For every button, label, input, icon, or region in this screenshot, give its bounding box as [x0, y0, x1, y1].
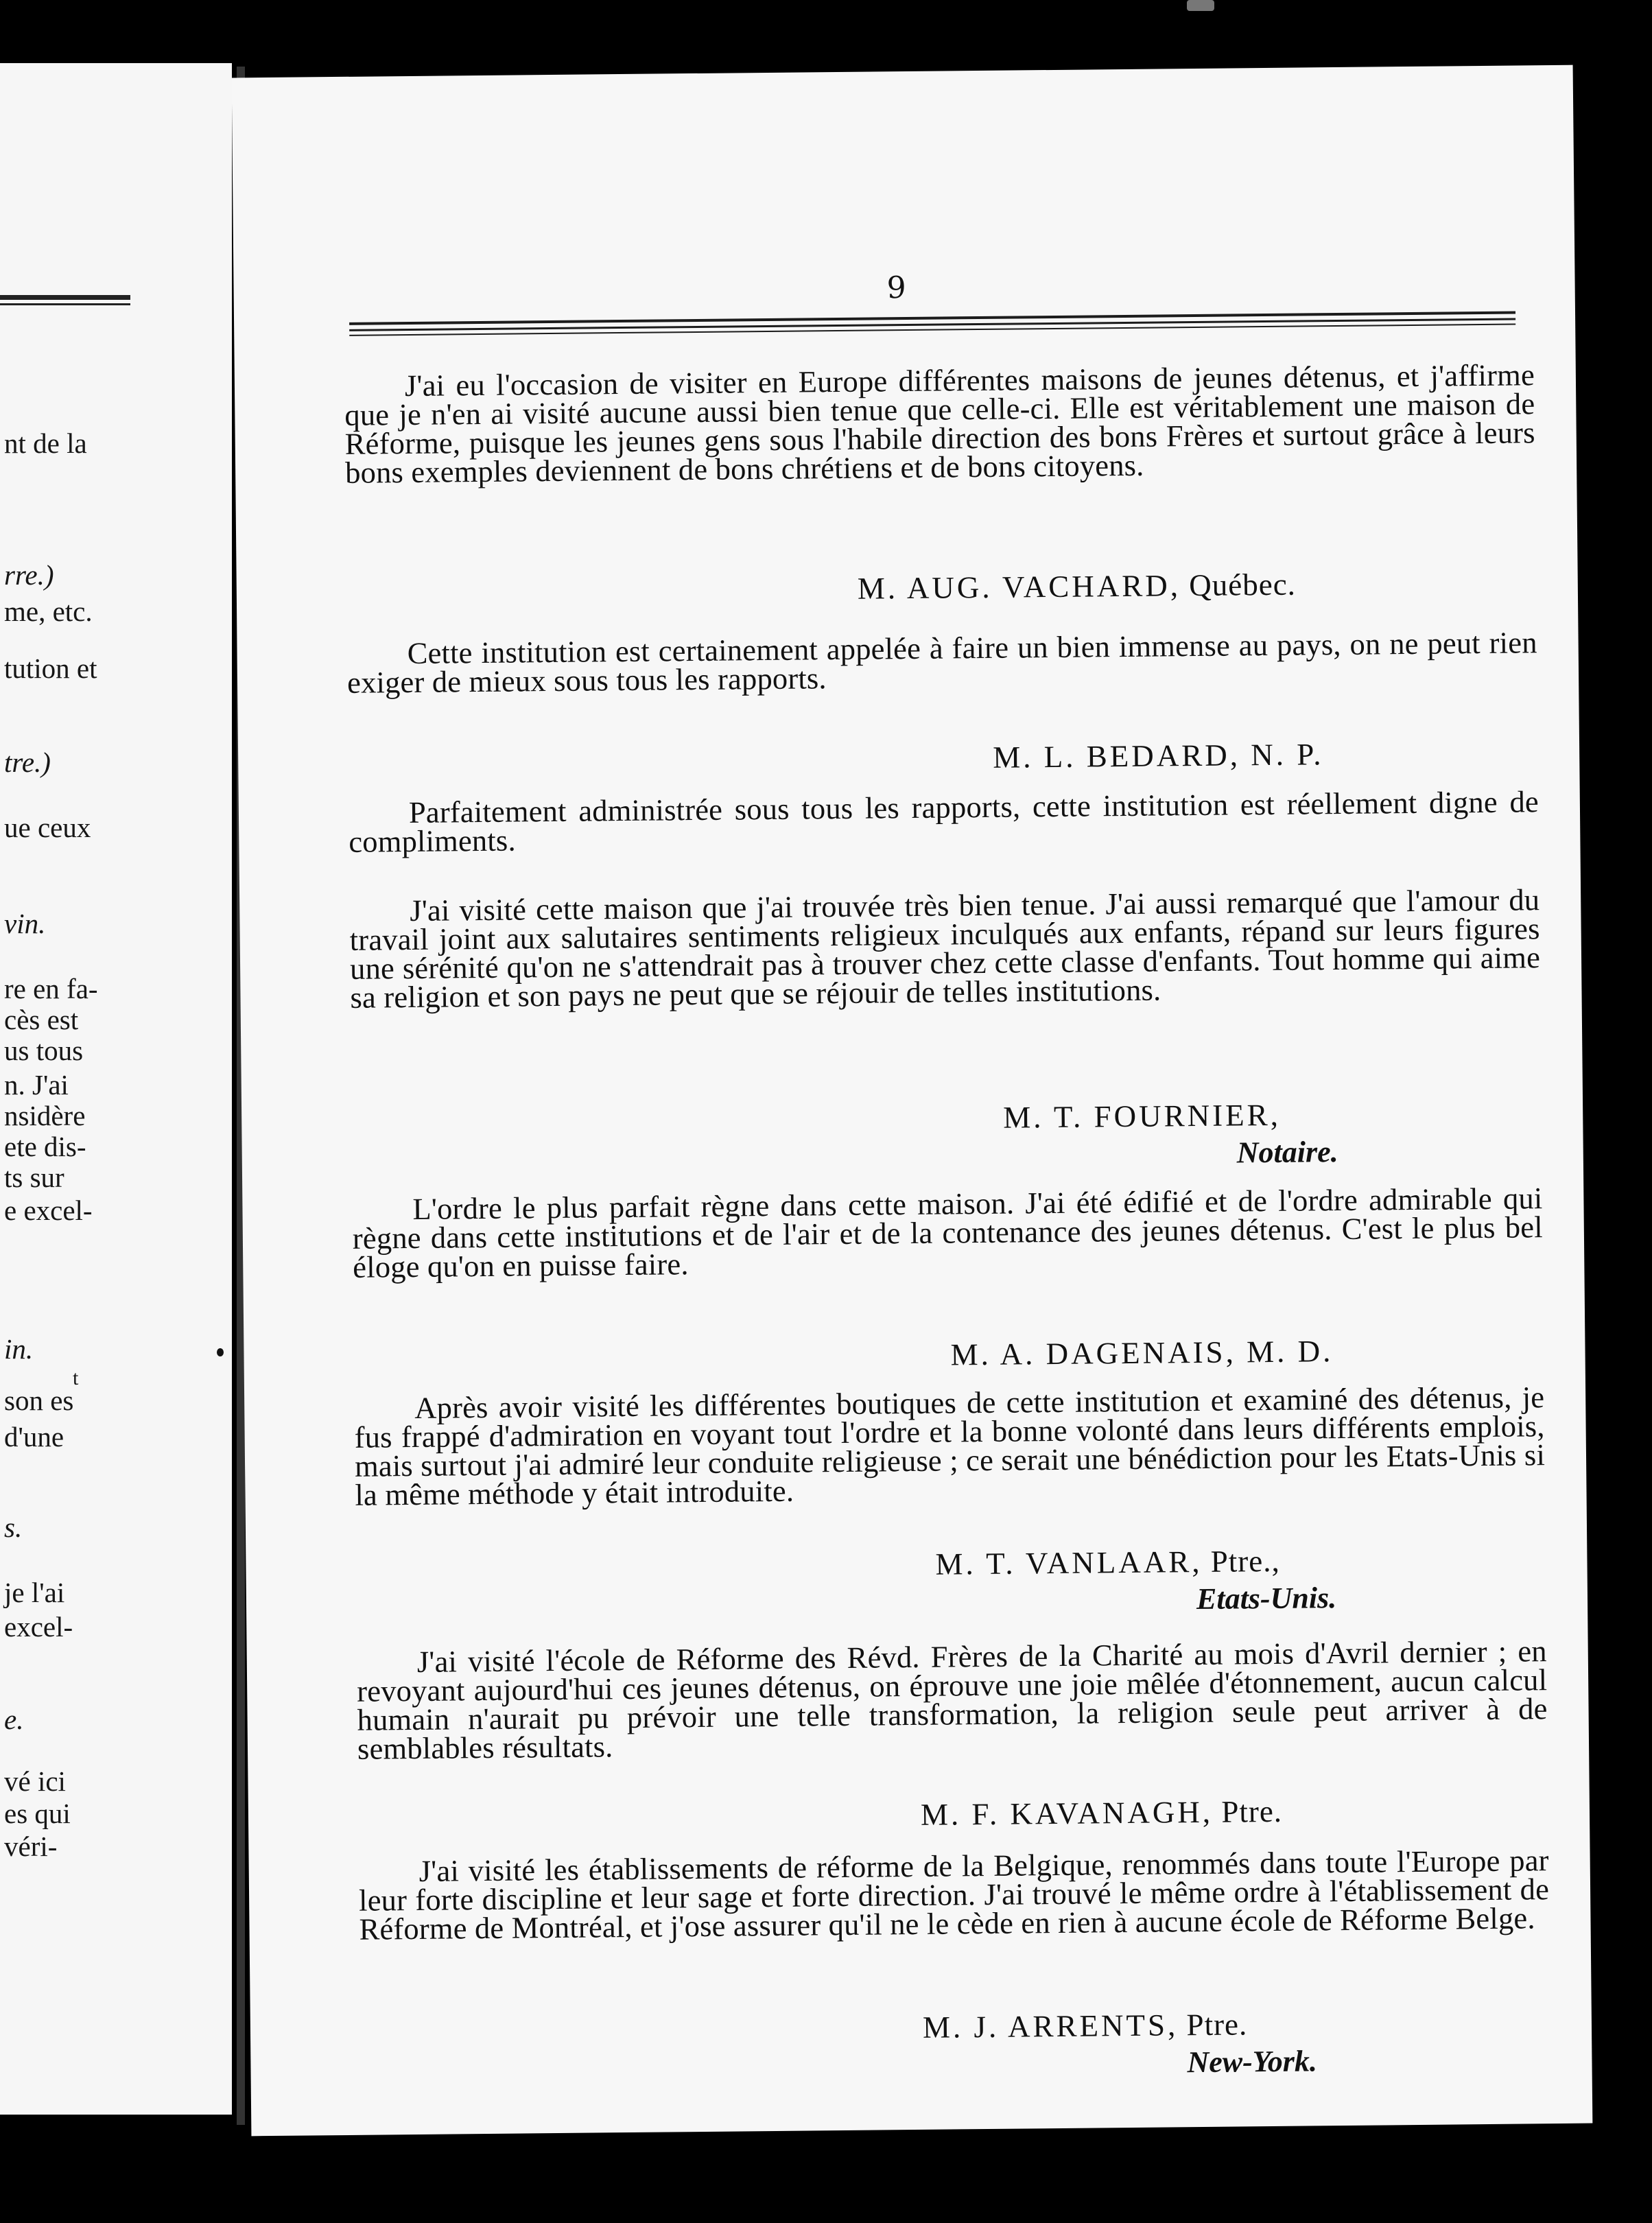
left-text-fragment: ue ceux [4, 812, 91, 843]
binding-mark [217, 1348, 224, 1356]
left-text-fragment: rre.) [4, 559, 54, 591]
left-text-fragment: s. [4, 1512, 23, 1543]
signature-suffix: Ptre. [1186, 2007, 1248, 2043]
testimonial-signature [858, 567, 1297, 607]
testimonial-text: Parfaitement administrée sous tous les rapports, cette institution est réellement digne de compliments. [349, 784, 1539, 859]
testimonial-signature [923, 2006, 1248, 2045]
left-page-rule [0, 303, 130, 305]
document-page [232, 65, 1593, 2137]
signature-name: M. F. KAVANAGH, [920, 1794, 1214, 1832]
testimonial-text: J'ai eu l'occasion de visiter en Europe différentes maisons de jeunes détenus, et j'affirme que je n'en ai visité aucune aussi bien tenue que celle-ci. Elle est véritablement une maison de Réforme, puisque les jeunes gens sous l'habile direction des bons Frères et surtout grâce à leurs bons exemples deviennent de bons chrétiens et de bons citoyens. [344, 357, 1535, 490]
scan-speck [1187, 0, 1214, 11]
left-text-fragment: ete dis- [4, 1131, 86, 1162]
testimonial-text: J'ai visité l'école de Réforme des Révd. Frères de la Charité au mois d'Avril dernier ; en revoyant aujourd'hui ces jeunes détenus, on éprouve une joie mêlée d'étonnement, aucun calcul humain n'aurait pu prévoir une telle transformation, la religion seule peut arriver à de semblables résultats. [356, 1634, 1548, 1766]
left-text-fragment: cès est [4, 1004, 79, 1035]
testimonial-signature [935, 1543, 1280, 1582]
signature-suffix: Ptre., [1210, 1543, 1280, 1579]
left-text-fragment: vé ici [4, 1765, 66, 1797]
signature-name: M. J. ARRENTS, [922, 2008, 1179, 2045]
left-text-fragment: re en fa- [4, 973, 98, 1004]
signature-name: M. AUG. VACHARD, [857, 568, 1181, 606]
testimonial-signature [950, 1333, 1333, 1372]
testimonial-signature [993, 736, 1324, 775]
left-text-fragment: d'une [4, 1421, 64, 1452]
signature-suffix: Ptre. [1221, 1793, 1283, 1829]
testimonial-text: J'ai visité les établissements de réforme de la Belgique, renommés dans toute l'Europe par leur forte discipline et leur sage et forte direction. J'ai trouvé le même ordre à l'établissement de Réforme de Montréal, et j'ose assurer qu'il ne le cède en rien à aucune école de Réforme Belge. [358, 1843, 1550, 1946]
left-text-fragment: e. [4, 1704, 24, 1735]
page-number: 9 [886, 270, 906, 306]
left-text-fragment: me, etc. [4, 596, 93, 627]
left-text-fragment: ts sur [4, 1162, 64, 1193]
left-text-fragment: nsidère [4, 1100, 86, 1131]
left-text-fragment: e excel- [4, 1195, 93, 1226]
testimonial-signature [921, 1793, 1283, 1833]
testimonial-signature [1003, 1097, 1281, 1136]
signature-suffix: Québec. [1189, 567, 1297, 603]
left-text-fragment: je l'ai [4, 1577, 65, 1608]
signature-place: Notaire. [1236, 1135, 1338, 1170]
left-text-fragment: véri- [4, 1831, 58, 1862]
testimonial-text: Après avoir visité les différentes boutiques de cette institution et examiné des détenus, je fus frappé d'admiration en voyant tout l'ordre et la bonne volonté dans leurs différents emplois, mais surtout j'ai admiré leur conduite religieuse ; ce serait une bénédiction pour les Etats-Unis si la même méthode y était introduite. [354, 1380, 1546, 1512]
left-facing-page [0, 63, 232, 2115]
testimonial-text: Cette institution est certainement appelée à faire un bien immense au pays, on ne peut rien exiger de mieux sous tous les rapports. [346, 625, 1537, 700]
signature-place: Etats-Unis. [1196, 1581, 1337, 1616]
left-text-fragment: tution et [4, 652, 97, 684]
left-text-fragment: t [73, 1367, 79, 1389]
signature-name: M. T. FOURNIER, [1003, 1097, 1282, 1135]
left-text-fragment: n. J'ai [4, 1069, 69, 1101]
left-text-fragment: vin. [4, 908, 46, 939]
left-text-fragment: excel- [4, 1611, 73, 1643]
left-text-fragment: in. [4, 1333, 34, 1365]
signature-place: New-York. [1187, 2044, 1318, 2080]
left-text-fragment: us tous [4, 1035, 84, 1066]
left-text-fragment: es qui [4, 1798, 71, 1829]
signature-name: M. A. DAGENAIS, M. D. [950, 1334, 1334, 1372]
testimonial-text: L'ordre le plus parfait règne dans cette maison. J'ai été édifié et de l'ordre admirable qui règne dans cette institutions et de l'air et de la contenance des jeunes détenus. C'est le plus bel éloge qu'on en puisse faire. [352, 1181, 1544, 1284]
signature-name: M. L. BEDARD, N. P. [992, 737, 1324, 775]
left-text-fragment: son es [4, 1385, 74, 1416]
left-page-rule [0, 295, 130, 300]
testimonial-text: J'ai visité cette maison que j'ai trouvée très bien tenue. J'ai aussi remarqué que l'amour du travail joint aux salutaires sentiments religieux inculqués aux enfants, répand sur leurs figures une sérénité qu'on ne s'attendrait pas à trouver chez cette classe d'enfants. Tout homme qui aime sa religion et son pays ne peut que se réjouir de telles institutions. [349, 882, 1541, 1015]
signature-name: M. T. VANLAAR, [935, 1544, 1203, 1581]
left-text-fragment: tre.) [4, 746, 51, 778]
left-text-fragment: nt de la [4, 427, 87, 459]
